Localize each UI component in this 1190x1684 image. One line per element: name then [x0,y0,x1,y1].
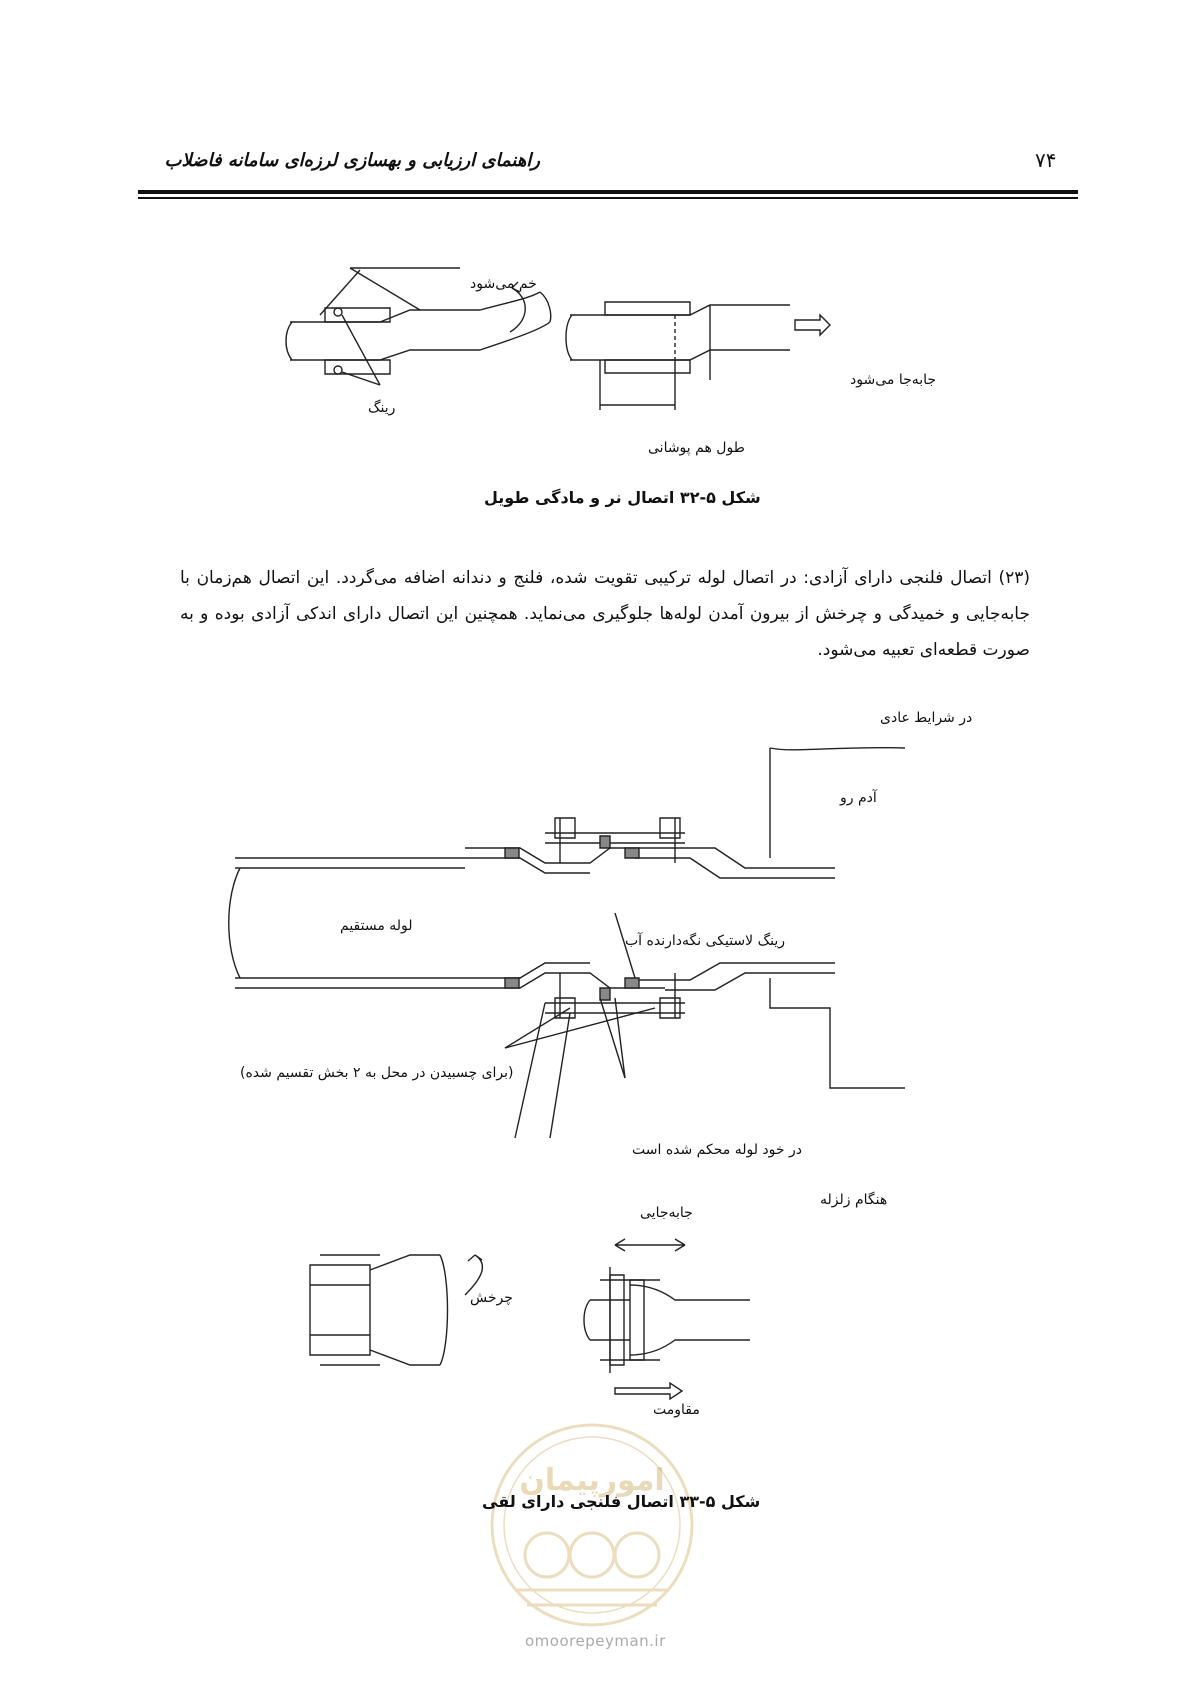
pipe-end-bend [540,292,551,322]
label-fixed: در خود لوله محکم شده است [632,1142,803,1158]
label-displace: جابه‌جا می‌شود [850,372,937,388]
label-rotation: چرخش [470,1290,513,1306]
figure-2-earthquake-drawing [290,1225,780,1395]
watermark-logo-text: امورپیمان [519,1463,665,1498]
watermark-logo [487,1420,697,1630]
pipe-end-left [286,322,292,360]
ring-top [334,308,342,316]
condition-normal: در شرایط عادی [880,710,973,726]
bent-pipe-bottom [290,322,550,360]
label-resistance: مقاومت [653,1402,700,1418]
header-title: راهنمای ارزیابی و بهسازی لرزه‌ای سامانه فاضلاب [164,150,540,171]
label-straight-pipe: لوله مستقیم [340,918,413,934]
body-paragraph: (۲۳) اتصال فلنجی دارای آزادی: در اتصال لوله ترکیبی تقویت شده، فلنج و دندانه اضافه می‌گردد. این اتصال هم‌زمان با جابه‌جایی و خمیدگی و چرخش از بیرون آمدن لوله‌ها جلوگیری می‌نماید. همچنین این اتصال دارای اندکی آزادی بوده و به صورت قطعه‌ای تعبیه می‌شود. [180,568,1030,660]
figure-1-drawing [280,260,920,470]
header-rule-thick [138,190,1078,194]
ring-bottom [334,366,342,374]
label-split: (برای چسبیدن در محل به ۲ بخش تقسیم شده) [240,1065,514,1081]
condition-earthquake: هنگام زلزله [820,1192,888,1208]
page-number: ۷۴ [1035,148,1057,172]
figure-2-caption: شکل ۵-۳۳ اتصال فلنجی دارای لقی [482,1492,761,1511]
label-bend: خم می‌شود [470,276,537,292]
header-rule-thin [138,197,1078,199]
label-rubber-ring: رینگ لاستیکی نگه‌دارنده آب [625,933,785,949]
footer-url: omoorepeyman.ir [525,1632,666,1650]
label-overlap: طول هم پوشانی [648,440,745,456]
label-displacement: جابه‌جایی [640,1205,693,1221]
label-ring: رینگ [368,400,396,416]
label-manhole: آدم رو [840,790,877,806]
figure-1-caption: شکل ۵-۳۲ اتصال نر و مادگی طویل [484,488,761,507]
